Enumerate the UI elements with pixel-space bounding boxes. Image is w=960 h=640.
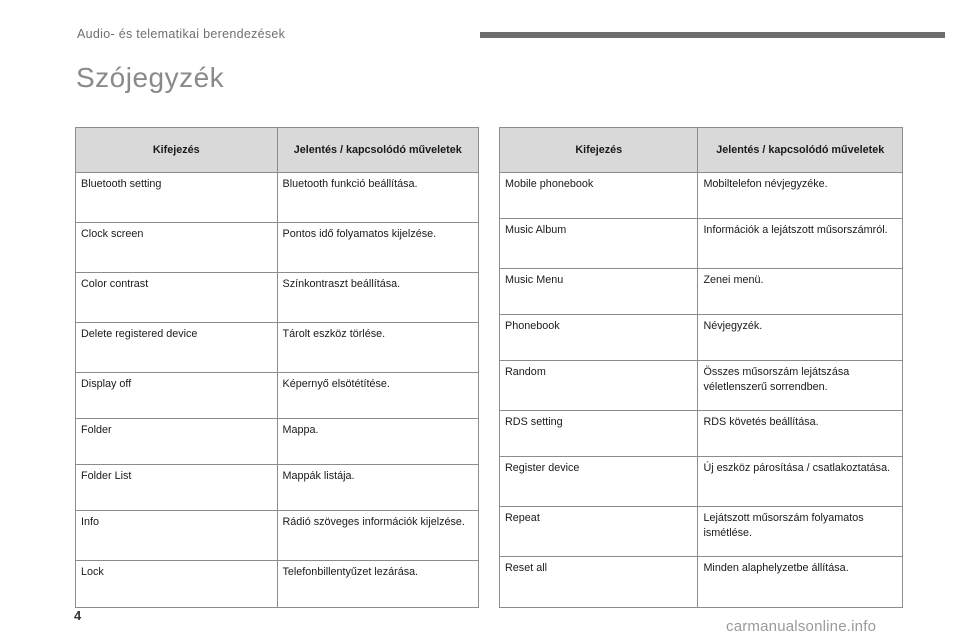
table-header-row — [76, 128, 479, 173]
table-row — [500, 411, 903, 457]
term-cell: Phonebook — [500, 315, 698, 361]
meaning-cell: Névjegyzék. — [698, 315, 903, 361]
meaning-cell: Mobiltelefon névjegyzéke. — [698, 173, 903, 219]
table-row — [76, 561, 479, 608]
table-row — [76, 223, 479, 273]
table-row — [500, 219, 903, 269]
term-cell: Folder — [76, 419, 278, 465]
table-row — [76, 419, 479, 465]
term-cell: Lock — [76, 561, 278, 608]
meaning-cell: Tárolt eszköz törlése. — [277, 323, 479, 373]
term-cell: Bluetooth setting — [76, 173, 278, 223]
term-cell: Folder List — [76, 465, 278, 511]
term-cell: Register device — [500, 457, 698, 507]
meaning-cell: Zenei menü. — [698, 269, 903, 315]
term-cell: RDS setting — [500, 411, 698, 457]
meaning-cell: Összes műsorszám lejátszása véletlenszerű sorrendben. — [698, 361, 903, 411]
term-cell: Music Album — [500, 219, 698, 269]
glossary-table-left — [75, 127, 479, 608]
term-cell: Mobile phonebook — [500, 173, 698, 219]
meaning-cell: Mappa. — [277, 419, 479, 465]
meaning-cell: Minden alaphelyzetbe állítása. — [698, 557, 903, 608]
meaning-cell: RDS követés beállítása. — [698, 411, 903, 457]
page-title: Szójegyzék — [76, 62, 225, 93]
table-row — [500, 173, 903, 219]
column-header-term: Kifejezés — [500, 128, 698, 173]
table-row — [500, 557, 903, 608]
table-row — [76, 323, 479, 373]
table-row — [500, 361, 903, 411]
meaning-cell: Rádió szöveges információk kijelzése. — [277, 511, 479, 561]
table-row — [500, 507, 903, 557]
term-cell: Random — [500, 361, 698, 411]
table-row — [500, 269, 903, 315]
table-row — [76, 273, 479, 323]
term-cell: Reset all — [500, 557, 698, 608]
term-cell: Delete registered device — [76, 323, 278, 373]
glossary-table-right — [499, 127, 903, 608]
watermark: carmanualsonline.info — [726, 618, 877, 635]
table-header-row — [500, 128, 903, 173]
term-cell: Info — [76, 511, 278, 561]
meaning-cell: Bluetooth funkció beállítása. — [277, 173, 479, 223]
meaning-cell: Képernyő elsötétítése. — [277, 373, 479, 419]
term-cell: Display off — [76, 373, 278, 419]
meaning-cell: Információk a lejátszott műsorszámról. — [698, 219, 903, 269]
table-row — [500, 457, 903, 507]
meaning-cell: Lejátszott műsorszám folyamatos ismétlése. — [698, 507, 903, 557]
column-header-meaning: Jelentés / kapcsolódó műveletek — [698, 128, 903, 173]
term-cell: Clock screen — [76, 223, 278, 273]
page-number: 4 — [74, 608, 82, 623]
meaning-cell: Pontos idő folyamatos kijelzése. — [277, 223, 479, 273]
table-row — [76, 511, 479, 561]
term-cell: Music Menu — [500, 269, 698, 315]
section-title: Audio- és telematikai berendezések — [77, 27, 286, 41]
column-header-meaning: Jelentés / kapcsolódó műveletek — [277, 128, 479, 173]
column-header-term: Kifejezés — [76, 128, 278, 173]
meaning-cell: Telefonbillentyűzet lezárása. — [277, 561, 479, 608]
term-cell: Color contrast — [76, 273, 278, 323]
table-row — [500, 315, 903, 361]
table-row — [76, 465, 479, 511]
meaning-cell: Új eszköz párosítása / csatlakoztatása. — [698, 457, 903, 507]
header-bar — [480, 32, 945, 38]
term-cell: Repeat — [500, 507, 698, 557]
table-row — [76, 173, 479, 223]
meaning-cell: Színkontraszt beállítása. — [277, 273, 479, 323]
meaning-cell: Mappák listája. — [277, 465, 479, 511]
table-row — [76, 373, 479, 419]
